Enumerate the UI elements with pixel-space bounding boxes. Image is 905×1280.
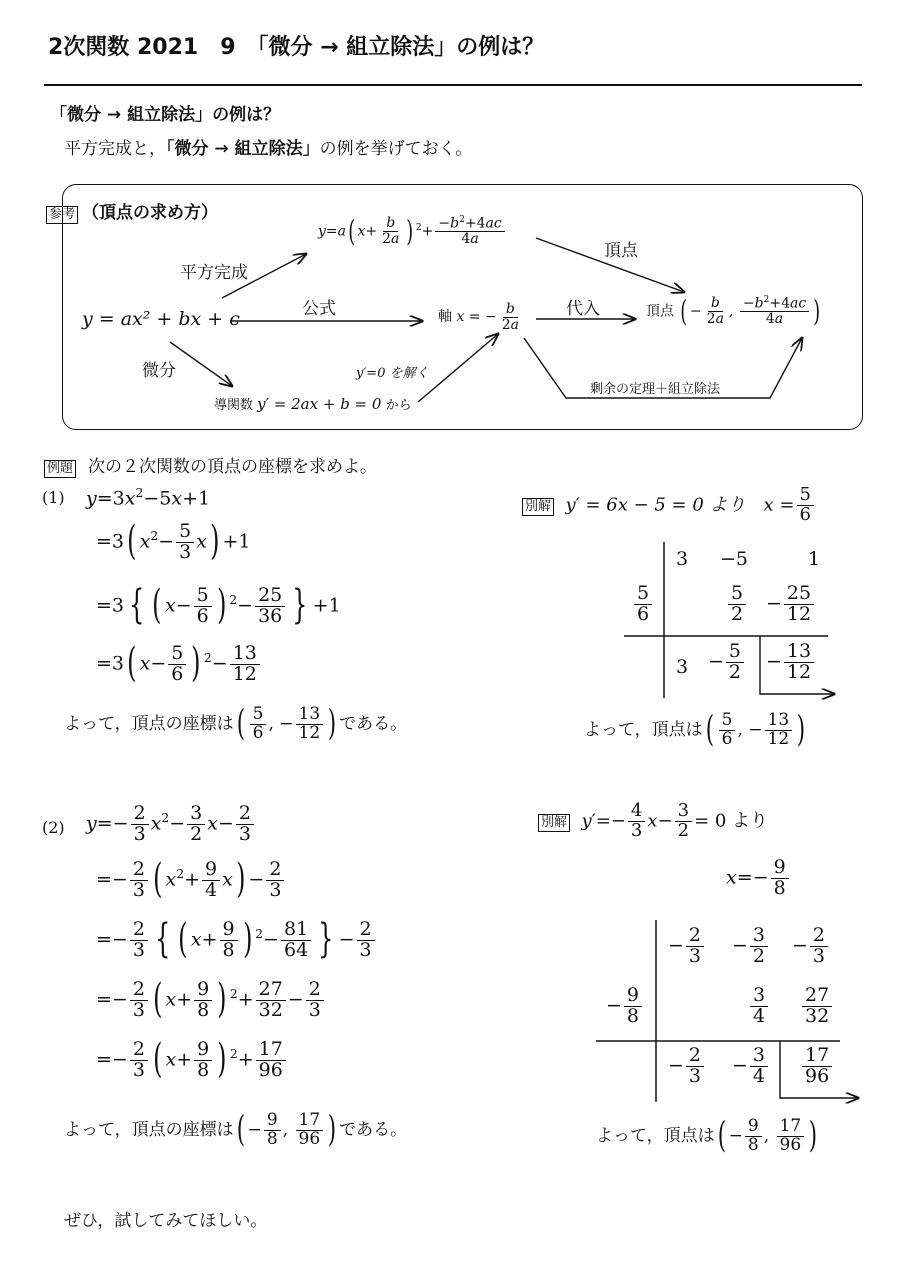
p2-synth-m2: $\frac{27}{32}$ [800,986,834,1027]
page-title: 2次関数 2021 9 「微分 → 組立除法」の例は？ [48,35,545,60]
closing-text: ぜひ，試してみてほしい。 [64,1211,268,1231]
completed-square-form: y=a( x+ $\frac{b}{2a}$ ) $^2$+ $\frac{-b^2+4ac}{4a}$ [318,216,507,247]
intro-bold: 「微分 → 組立除法」 [166,139,320,159]
p1-conclusion-after: である。 [339,713,408,734]
p2-synth-c: − $\frac{2}{3}$ [792,926,830,967]
p1-line3: =3 { ( x− $\frac{5}{6}$ ) $^2$− $\frac{25}{36}$ } +1 [96,582,341,629]
p1-alt: 別解 y′ = 6x − 5 = 0 より x = $\frac{5}{6}$ [522,486,816,525]
axis-label: 軸 [438,309,452,326]
p1-synth-b: −5 [720,548,749,570]
p1-synth-r1: 3 [676,656,689,678]
p1-synth-c: 1 [808,548,821,570]
label-vertex: 頂点 [604,241,638,261]
p2-line1: y=− $\frac{2}{3}$ $x^2-$ $\frac{3}{2}$ x− $\frac{2}{3}$ [86,804,256,845]
example-heading [44,452,377,478]
p1-synth-m2: − $\frac{25}{12}$ [766,584,816,625]
derivative-suffix: から [385,398,412,413]
axis-head: x = − [456,309,497,326]
p1-line2: =3( $x^2-$ $\frac{5}{3}$ x) +1 [96,518,251,565]
p2-synth-m1: $\frac{3}{4}$ [748,986,770,1027]
intro-after: の例を挙げておく。 [319,139,473,159]
derivative-prefix: 導関数 [214,398,254,413]
p1-alt-conclusion: よって，頂点は( $\frac{5}{6}$ , − $\frac{13}{12}$ ) [584,709,806,751]
p2-synth-a: − $\frac{2}{3}$ [668,926,706,967]
p2-synth-r3: $\frac{17}{96}$ [800,1046,834,1087]
p1-synth-a: 3 [676,548,689,570]
vertex-label: 頂点 [646,303,674,320]
p1-synth-root: $\frac{5}{6}$ [632,584,654,625]
p2-alt-conclusion-text: よって，頂点は [596,1125,715,1146]
p2-line2: =− $\frac{2}{3}$ ( $x^2+$ $\frac{9}{4}$ x) − $\frac{2}{3}$ [96,860,286,901]
p1-alt-tag: 別解 [522,498,554,516]
p2-synth-b: − $\frac{3}{2}$ [732,926,770,967]
p2-synth-root: − $\frac{9}{8}$ [606,986,644,1027]
p1-alt-conclusion-text: よって，頂点は [584,719,703,740]
p2-conclusion: よって，頂点の座標は( − $\frac{9}{8}$ , $\frac{17}{96}$ ) である。 [64,1109,408,1151]
arrow-differentiate [170,342,232,386]
p1-synth-r2: − $\frac{5}{2}$ [708,642,746,683]
label-complete-square: 平方完成 [180,263,248,283]
label-substitute: 代入 [566,299,600,319]
p2-synth-r2: − $\frac{3}{4}$ [732,1046,770,1087]
p2-alt-conclusion: よって，頂点は( − $\frac{9}{8}$ , $\frac{17}{96}$ ) [596,1115,818,1157]
p1-line4: =3( x− $\frac{5}{6}$ ) $^2$− $\frac{13}{12}$ [96,644,262,685]
p1-synth-r3: − $\frac{13}{12}$ [766,642,816,683]
example-prompt: 次の２次関数の頂点の座標を求めよ。 [88,457,378,477]
example-tag: 例題 [44,460,76,478]
label-differentiate: 微分 [142,361,176,381]
p1-conclusion: よって，頂点の座標は( $\frac{5}{6}$ , − $\frac{13}{12}$ ) である。 [64,703,408,745]
p2-synth-r1: − $\frac{2}{3}$ [668,1046,706,1087]
label-remainder: 剰余の定理＋組立除法 [590,382,721,397]
label-formula: 公式 [302,299,336,319]
p2-line4: =− $\frac{2}{3}$ ( x+ $\frac{9}{8}$ ) $^2$+ $\frac{27}{32}$ − $\frac{2}{3}$ [96,980,326,1021]
reference-tag: 参考 [46,206,78,224]
derivative-expression [214,394,412,413]
p2-alt-root: x=− $\frac{9}{8}$ [726,858,791,899]
p1-line1: $y=3x^2-5x+1$ [86,486,211,510]
derivative-eq: y′ = 2ax + b = 0 [257,395,382,413]
problem2-number: (2) [42,818,65,837]
p1-alt-text: y′ = 6x − 5 = 0 より x = [565,494,795,516]
problem1-number: (1) [42,488,65,507]
intro-before: 平方完成と， [64,139,166,159]
p2-alt: 別解 y′=− $\frac{4}{3}$ x− $\frac{3}{2}$ = 0 より [538,802,768,841]
axis-expression: 軸 x = − $\frac{b}{2a}$ [438,301,519,333]
reference-title: （頂点の求め方） [82,203,219,223]
p2-line5: =− $\frac{2}{3}$ ( x+ $\frac{9}{8}$ ) $^2$+ $\frac{17}{96}$ [96,1040,288,1081]
p2-alt-tag: 別解 [538,814,570,832]
p2-conclusion-before: よって，頂点の座標は [64,1119,234,1140]
p2-line3: =− $\frac{2}{3}$ { ( x+ $\frac{9}{8}$ ) $^2$− $\frac{81}{64}$ } − $\frac{2}{3}$ [96,920,377,961]
arrow-solve [418,334,498,402]
p1-synth-m1: $\frac{5}{2}$ [726,584,748,625]
p2-conclusion-after: である。 [339,1119,408,1140]
label-solve: y′=0 を解く [356,366,429,381]
general-equation: y = ax² + bx + c [82,308,240,330]
section-heading: 「微分 → 組立除法」の例は？ [50,105,281,125]
p2-alt-text: = 0 より [694,810,769,832]
p1-conclusion-before: よって，頂点の座標は [64,713,234,734]
vertex-expression: 頂点 ( − $\frac{b}{2a}$ , $\frac{-b^2+4ac}{4a}$ ) [646,293,821,328]
